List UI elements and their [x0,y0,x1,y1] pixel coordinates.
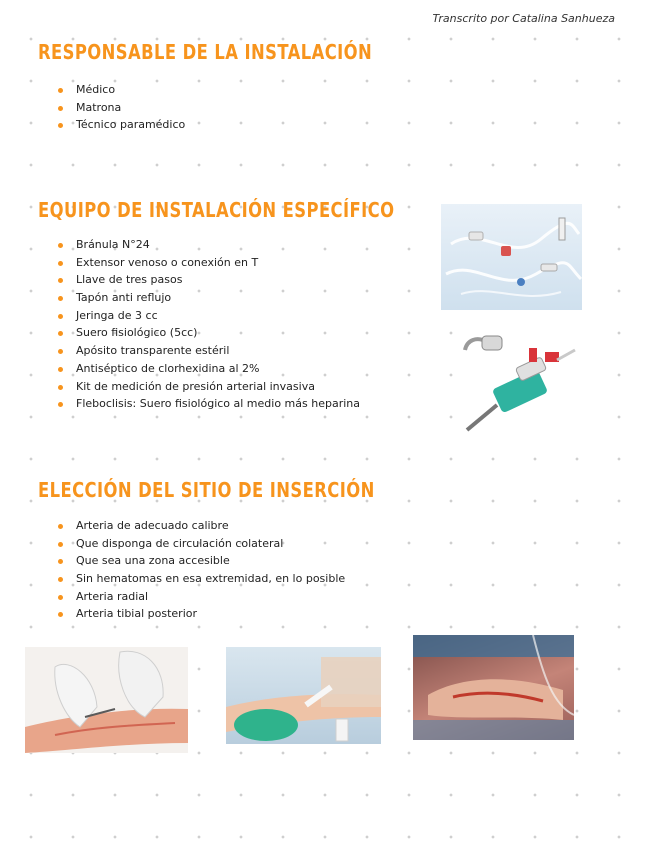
list-item: Sin hematomas en esa extremidad, en lo posible [58,570,345,588]
list-equipo [58,236,360,413]
list-item: Matrona [58,99,185,117]
list-item: Jeringa de 3 cc [58,307,360,325]
list-item: Que sea una zona accesible [58,552,345,570]
list-item: Médico [58,81,185,99]
list-item: Arteria de adecuado calibre [58,517,345,535]
list-sitio-insercion [58,517,345,623]
list-item: Apósito transparente estéril [58,342,360,360]
list-item: Kit de medición de presión arterial invasiva [58,378,360,396]
list-responsable [58,81,185,134]
heading-responsable: RESPONSABLE DE LA INSTALACIÓN [38,40,373,64]
heading-sitio-insercion: ELECCIÓN DEL SITIO DE INSERCIÓN [38,478,375,502]
list-item: Antiséptico de clorhexidina al 2% [58,360,360,378]
wrist-radial-artery-photo [226,647,381,744]
list-item: Que disponga de circulación colateral [58,535,345,553]
list-item: Fleboclisis: Suero fisiológico al medio más heparina [58,395,360,413]
pressure-transducer-photo [457,330,581,434]
list-item: Tapón anti reflujo [58,289,360,307]
list-item: Arteria radial [58,588,345,606]
surgical-insertion-photo [413,635,574,740]
list-item: Llave de tres pasos [58,271,360,289]
arterial-puncture-glove-photo [25,647,188,753]
list-item: Bránula N°24 [58,236,360,254]
heading-equipo: EQUIPO DE INSTALACIÓN ESPECÍFICO [38,198,395,222]
list-item: Arteria tibial posterior [58,605,345,623]
author-credit: Transcrito por Catalina Sanhueza [432,12,615,25]
list-item: Técnico paramédico [58,116,185,134]
arterial-line-kit-photo [441,204,582,310]
list-item: Suero fisiológico (5cc) [58,324,360,342]
list-item: Extensor venoso o conexión en T [58,254,360,272]
